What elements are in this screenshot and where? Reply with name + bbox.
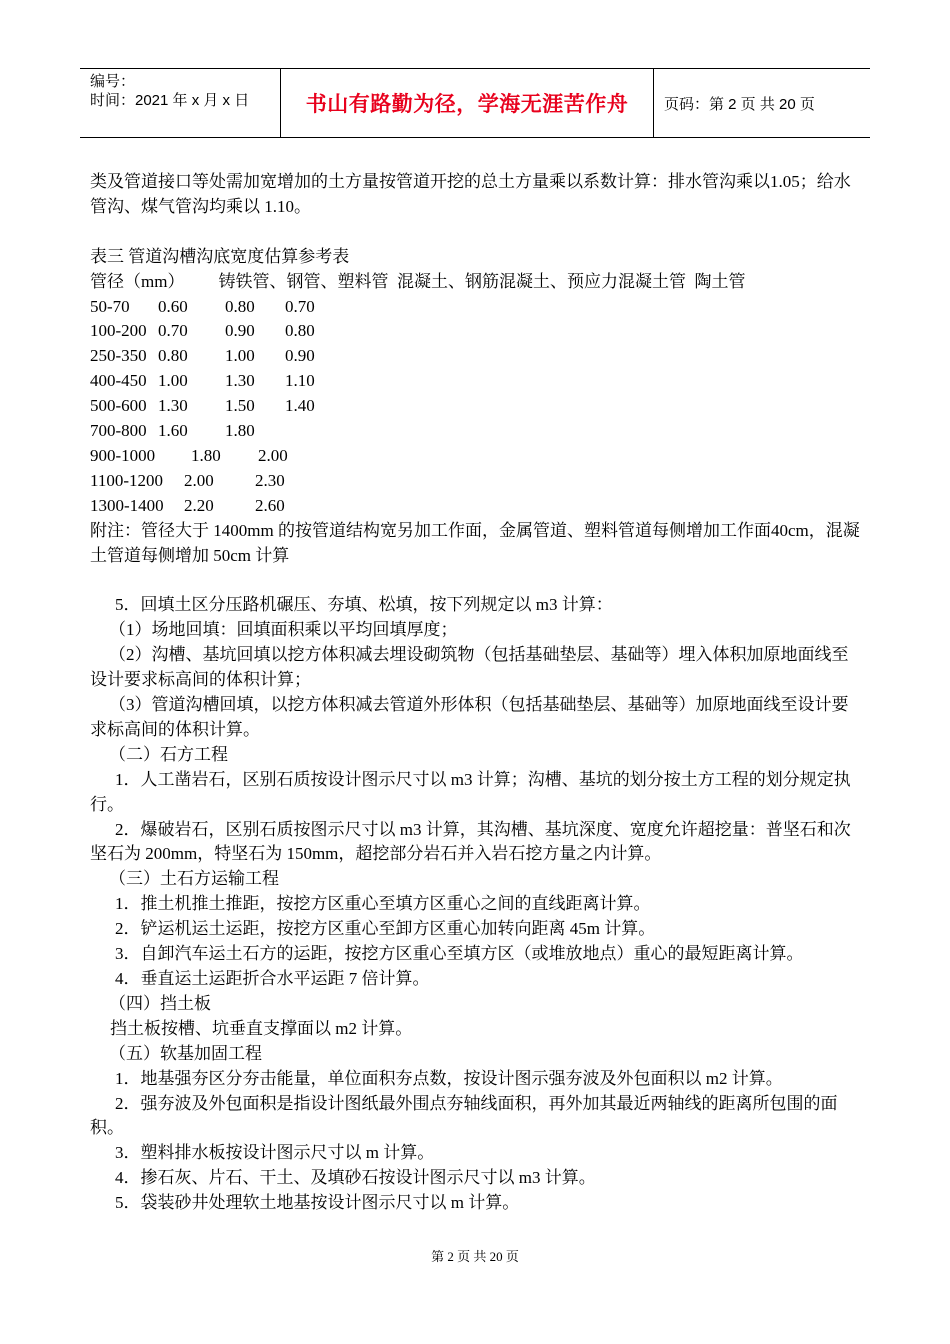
table-row: 50-70 0.60 0.80 0.70 bbox=[90, 296, 315, 316]
section-heading: （二）石方工程 bbox=[109, 744, 228, 764]
header-page-label: 页码：第 2 页 共 20 页 bbox=[664, 95, 815, 113]
paragraph: 2．铲运机运土运距，按挖方区重心至卸方区重心加转向距离 45m 计算。 bbox=[115, 919, 656, 939]
document-body bbox=[90, 170, 862, 1216]
header-meta bbox=[80, 69, 281, 137]
paragraph: 2．强夯波及外包面积是指设计图纸最外围点夯轴线面积，再外加其最近两轴线的距离所包围的面积。 bbox=[90, 1093, 838, 1138]
paragraph: 1．人工凿岩石，区别石质按设计图示尺寸以 m3 计算；沟槽、基坑的划分按土方工程的划分规定执行。 bbox=[90, 769, 851, 814]
paragraph: 挡土板按槽、坑垂直支撑面以 m2 计算。 bbox=[110, 1018, 413, 1038]
paragraph: 2．爆破岩石，区别石质按图示尺寸以 m3 计算，其沟槽、基坑深度、宽度允许超挖量：普坚石和次坚石为 200mm，特坚石为 150mm，超挖部分岩石并入岩石挖方量之内计算。 bbox=[90, 819, 851, 864]
paragraph: 1．推土机推土推距，按挖方区重心至填方区重心之间的直线距离计算。 bbox=[115, 894, 651, 914]
paragraph: 4．掺石灰、片石、干土、及填砂石按设计图示尺寸以 m3 计算。 bbox=[115, 1168, 596, 1188]
paragraph: 3．自卸汽车运土石方的运距，按挖方区重心至填方区（或堆放地点）重心的最短距离计算。 bbox=[115, 944, 804, 964]
paragraph: （2）沟槽、基坑回填以挖方体积减去埋设砌筑物（包括基础垫层、基础等）埋入体积加原地面线至设计要求标高间的体积计算； bbox=[90, 645, 849, 690]
table-header: 管径（mm） 铸铁管、钢管、塑料管 混凝土、钢筋混凝土、预应力混凝土管 陶土管 bbox=[90, 271, 746, 291]
paragraph: 5．袋装砂井处理软土地基按设计图示尺寸以 m 计算。 bbox=[115, 1193, 520, 1213]
number-label: 编号： bbox=[90, 73, 136, 90]
table-row: 100-200 0.70 0.90 0.80 bbox=[90, 321, 315, 341]
section-heading: （三）土石方运输工程 bbox=[109, 869, 279, 889]
section-heading: （四）挡土板 bbox=[109, 993, 211, 1013]
table-row: 500-600 1.30 1.50 1.40 bbox=[90, 396, 315, 416]
paragraph: （3）管道沟槽回填，以挖方体积减去管道外形体积（包括基础垫层、基础等）加原地面线至设计要求标高间的体积计算。 bbox=[90, 695, 849, 739]
paragraph: 5．回填土区分压路机碾压、夯填、松填，按下列规定以 m3 计算： bbox=[115, 595, 613, 615]
table-row: 250-350 0.80 1.00 0.90 bbox=[90, 346, 315, 366]
paragraph: （1）场地回填：回填面积乘以平均回填厚度； bbox=[109, 620, 458, 640]
intro-paragraph: 类及管道接口等处需加宽增加的土方量按管道开挖的总土方量乘以系数计算：排水管沟乘以1.05；给水管沟、煤气管沟均乘以 1.10。 bbox=[90, 172, 851, 216]
table-row: 1100-1200 2.00 2.30 bbox=[90, 470, 285, 490]
section-heading: （五）软基加固工程 bbox=[109, 1043, 262, 1063]
header-motto: 书山有路勤为径，学海无涯苦作舟 bbox=[281, 69, 654, 137]
page-header bbox=[80, 68, 870, 138]
page-footer: 第 2 页 共 20 页 bbox=[431, 1249, 519, 1264]
table-row: 400-450 1.00 1.30 1.10 bbox=[90, 371, 315, 391]
paragraph: 4．垂直运土运距折合水平运距 7 倍计算。 bbox=[115, 968, 430, 988]
table-title: 表三 管道沟槽沟底宽度估算参考表 bbox=[90, 246, 350, 266]
table-note: 附注：管径大于 1400mm 的按管道结构宽另加工作面，金属管道、塑料管道每侧增加工作面40cm，混凝土管道每侧增加 50cm 计算 bbox=[90, 520, 860, 565]
table-row: 1300-1400 2.20 2.60 bbox=[90, 495, 285, 515]
paragraph: 3．塑料排水板按设计图示尺寸以 m 计算。 bbox=[115, 1143, 435, 1163]
date-label: 时间：2021 年 x 月 x 日 bbox=[90, 92, 250, 109]
table-row: 900-1000 1.80 2.00 bbox=[90, 445, 288, 465]
table-row: 700-800 1.60 1.80 bbox=[90, 421, 255, 441]
paragraph: 1．地基强夯区分夯击能量，单位面积夯点数，按设计图示强夯波及外包面积以 m2 计算。 bbox=[115, 1068, 783, 1088]
